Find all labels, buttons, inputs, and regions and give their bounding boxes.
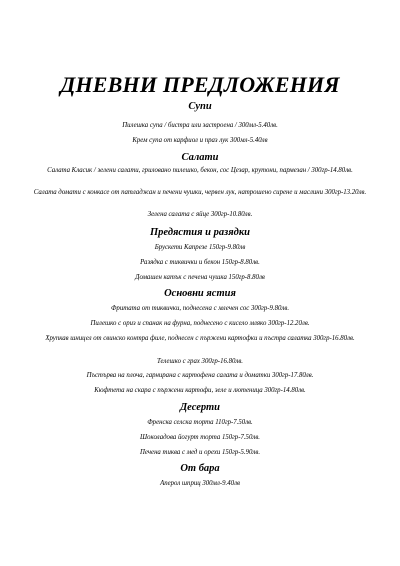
menu-item: Френска селска торта 110гр-7.50лв. — [147, 419, 253, 426]
menu-item: Брускети Капрезе 150гр-9.80лв — [154, 244, 246, 251]
section-heading-starters: Предястия и разядки — [150, 227, 250, 238]
section-heading-soups: Супи — [188, 101, 212, 112]
section-heading-salads: Салати — [181, 152, 219, 163]
menu-item: Кюфтета на скара с пържени картофи, зеле и лютеница 300гр-14.80лв. — [94, 387, 306, 394]
menu-item: Пилешко с ориз и спанак на фурна, поднесено с кисело мляко 300гр-12.20лв. — [90, 320, 310, 327]
menu-item: Печена тиква с мед и орехи 150гр-5.90лв. — [139, 449, 261, 456]
menu-item: Зелена салата с яйце 300гр-10.80лв. — [147, 211, 253, 218]
menu-item: Разядка с тиквички и бекон 150гр-8.80лв. — [140, 259, 260, 266]
section-heading-main-courses: Основни ястия — [164, 288, 236, 299]
menu-item: Крем супа от карфиол и праз лук 300мл-5.40лв — [132, 137, 268, 144]
page-title: ДНЕВНИ ПРЕДЛОЖЕНИЯ — [60, 72, 340, 97]
menu-item: Телешко с грах 300гр-16.80лв. — [157, 358, 243, 365]
menu-item: Хрупкав шницел от свинско контра филе, поднесен с пържени картофки и пъстра салатка 300гр-16.80лв. — [45, 335, 355, 342]
menu-item: Пъстърва на плоча, гарнирана с картофена салата и доматки 300гр-17.80лв. — [86, 372, 314, 379]
menu-item: Салата Класик / зелени салати, грилoвано пилешко, бекон, сос Цезар, крутони, пармезан / 300гр-14.80лв. — [47, 167, 353, 174]
menu-item: Домашен катък с печена чушка 150гр-8.80лв — [135, 274, 265, 281]
section-heading-desserts: Десерти — [180, 402, 220, 413]
menu-item: Пилешка супа / бистра или застроена / 300мл-5.40лв. — [122, 122, 278, 129]
menu-item: Шоколадова йогурт торта 150гр-7.50лв. — [140, 434, 260, 441]
menu-item: Аперол шприц 300мл-9.40лв — [160, 480, 240, 487]
section-heading-bar: От бара — [180, 463, 220, 474]
menu-item: Фритата от тиквички, поднесена с млечен сос 300гр-9.80лв. — [110, 305, 290, 312]
menu-item: Салата домати с конкасе от патладжан и печени чушки, червен лук, натрошено сирене и маслини 300гр-13.20лв. — [33, 189, 367, 196]
